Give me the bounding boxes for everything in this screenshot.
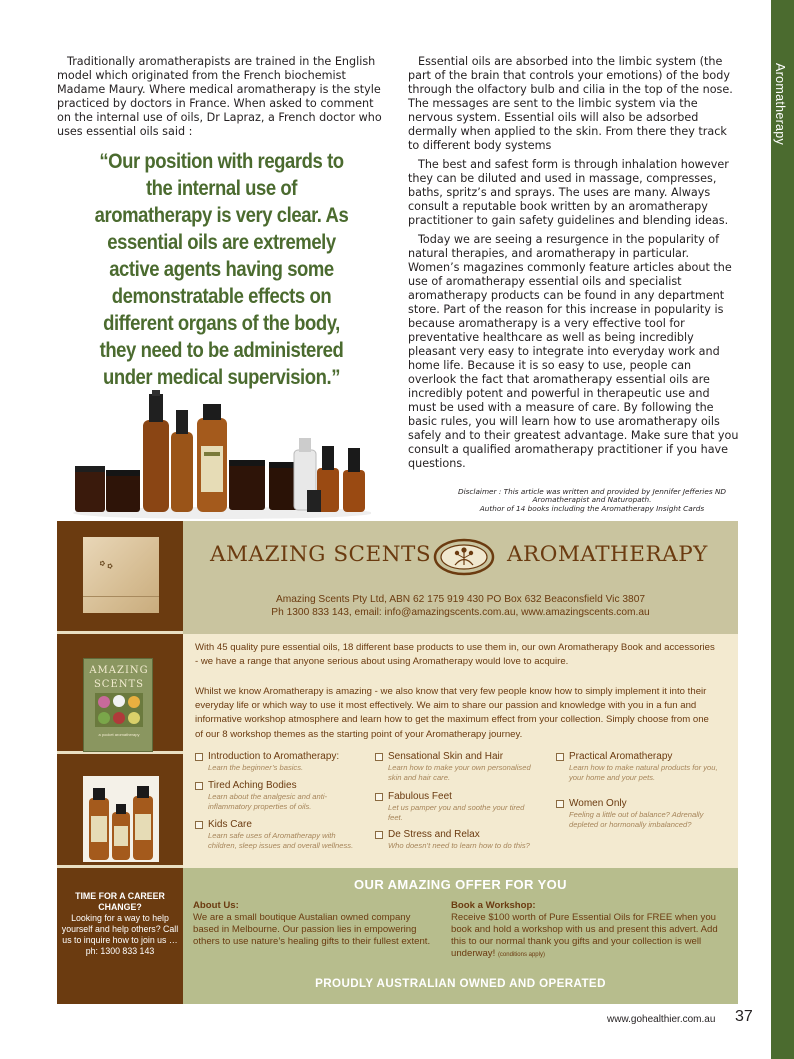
page-number: 37 — [735, 1008, 753, 1025]
book-text-block — [451, 912, 723, 961]
book-cover-title: SCENTS — [93, 679, 145, 690]
proudly-australian-banner: PROUDLY AUSTRALIAN OWNED AND OPERATED — [315, 977, 606, 990]
book-workshop — [451, 900, 723, 961]
advertisement — [57, 521, 738, 1004]
disclaimer-line: Aromatherapist and Naturopath. — [532, 495, 652, 505]
workshop-title: De Stress and Relax — [388, 829, 480, 840]
disclaimer-line: Disclaimer : This article was written and provided by Jennifer Jefferies ND — [457, 487, 727, 496]
career-phone: ph: 1300 833 143 — [85, 946, 155, 956]
workshop-title: Kids Care — [208, 819, 252, 830]
checkbox-icon — [556, 800, 564, 808]
intro-paragraph: With 45 quality pure essential oils, 18 different base products to use them in, our own Aromatherapy Book and accessories - we have a range that anyone serious about using Aromatherapy would love to acquire. — [195, 642, 715, 668]
book-text: Receive $100 worth of Pure Essential Oils for FREE when you book and hold a workshop with us and present this advert. Add this to our normal thank you gifts and your collection is well underway! — [451, 912, 718, 959]
workshop-description: Learn how to make your own personalised skin and hair care. — [388, 763, 531, 782]
pull-quote: “Our position with regards to the internal use of aromatherapy is very clear. As essential oils are extremely active agents having some demonstratable effects on different organs of the body, they need to be administered under medical supervision.” — [94, 149, 349, 389]
contact-phone-email[interactable]: Ph 1300 833 143, email: info@amazingscents.com.au, www.amazingscents.com.au — [271, 607, 650, 618]
career-title: TIME FOR A CAREER CHANGE? — [75, 891, 165, 912]
checkbox-icon — [375, 831, 383, 839]
career-box — [61, 891, 179, 957]
ad-footer-band — [183, 998, 738, 1004]
disclaimer — [424, 488, 760, 513]
product-photo — [73, 390, 371, 519]
article-paragraph: Essential oils are absorbed into the limbic system (the part of the brain that controls your emotions) of the body through the olfactory bulb and cilia in the top of the nose. The messages are sent to the limbic system via the nervous system. Essential oils will also be adsorbed dermally when applied to the skin. From there they track to different body systems — [408, 55, 733, 152]
ad-header — [183, 521, 738, 634]
offer-title: OUR AMAZING OFFER FOR YOU — [354, 877, 567, 892]
workshop-description: Learn the beginner’s basics. — [208, 763, 304, 772]
workshop-title: Fabulous Feet — [388, 791, 452, 802]
workshop-description: Who doesn’t need to learn how to do this? — [388, 841, 530, 850]
book-cover-subtitle: a pocket aromatherapy — [98, 732, 140, 737]
gift-box-lid — [83, 537, 159, 597]
section-tab-bar — [771, 0, 794, 1059]
checkbox-icon — [195, 753, 203, 761]
brand-name: AMAZING SCENTS — [210, 542, 432, 567]
workshop-title: Practical Aromatherapy — [569, 751, 673, 762]
checkbox-icon — [556, 753, 564, 761]
gift-box-image — [83, 537, 159, 613]
ad-workshops-panel — [183, 634, 738, 868]
gift-box-brand: ✿ ✿ — [98, 558, 114, 572]
workshop-description: Learn safe uses of Aromatherapy with children, sleep issues and overall wellness. — [208, 831, 354, 850]
article-paragraph: Today we are seeing a resurgence in the popularity of natural therapies, and aromatherapy in particular. Women’s magazines commonly feature articles about the use of aromatherapy essential oils and specialist aromatherapy products can be found in any department store. Part of the reason for this increase in popularity is because aromatherapy is a very effective tool for preventative healthcare as well as being incredibly pleasant very easy to integrate into everyday work and home life. Because it is so easy to use, people can overlook the fact that aromatherapy essential oils are incredibly potent and powerful in therapeutic use and must be used with a measure of care. By following the basic rules, you will learn how to use aromatherapy oils safely and to their greatest advantage. Make sure that you consult a qualified aromatherapy practitioner if you have questions. — [408, 233, 739, 470]
workshop-title: Women Only — [569, 798, 627, 809]
ad-left-strip — [57, 521, 183, 1004]
workshop-description: Let us pamper you and soothe your tired feet. — [388, 803, 525, 822]
section-tab — [764, 63, 794, 153]
bottles-image — [83, 776, 159, 862]
article-right-column — [408, 55, 740, 476]
ad-divider — [57, 631, 183, 634]
flowers-image — [95, 693, 143, 727]
about-heading: About Us: — [193, 900, 239, 911]
checkbox-icon — [195, 782, 203, 790]
website-url[interactable]: www.gohealthier.com.au — [607, 1014, 716, 1025]
about-us — [193, 900, 438, 948]
checkbox-icon — [375, 753, 383, 761]
workshop-title: Introduction to Aromatherapy: — [208, 751, 340, 762]
section-tab-label: Aromatherapy — [773, 63, 787, 146]
ad-divider — [57, 865, 183, 868]
article-paragraph: Traditionally aromatherapists are trained in the English model which originated from the French biochemist Madame Maury. Where medical aromatherapy is the style practiced by doctors in France. When asked to comment on the internal use of oils, Dr Lapraz, a French doctor who uses essential oils said : — [57, 55, 382, 138]
book-cover-title: AMAZING — [89, 665, 149, 676]
career-text: Looking for a way to help yourself and help others? Call us to inquire how to join us … — [61, 913, 179, 945]
checkbox-icon — [195, 821, 203, 829]
book-heading: Book a Workshop: — [451, 900, 536, 911]
conditions-note: (conditions apply) — [497, 952, 545, 958]
checkbox-icon — [375, 793, 383, 801]
workshop-description: Learn about the analgesic and anti-inflammatory properties of oils. — [208, 792, 328, 811]
flower-logo-icon — [433, 538, 495, 576]
workshop-title: Tired Aching Bodies — [208, 780, 297, 791]
about-text: We are a small boutique Austalian owned company based in Melbourne. Our passion lies in empowering others to use nature’s healing gifts to their fullest extent. — [193, 912, 431, 947]
contact-address: Amazing Scents Pty Ltd, ABN 62 175 919 430 PO Box 632 Beaconsfield Vic 3807 — [275, 594, 646, 605]
brand-tagline: AROMATHERAPY — [507, 542, 708, 567]
article-left-column — [57, 55, 384, 144]
workshop-description: Feeling a little out of balance? Adrenally depleted or hormonally imbalanced? — [569, 810, 704, 829]
article-paragraph: The best and safest form is through inhalation however they can be diluted and used in massage, compresses, baths, spritz’s and sprays. The uses are many. Always consult a reputable book written by an aromatherapy practitioner to gain safety guidelines and blending ideas. — [408, 158, 729, 227]
workshop-title: Sensational Skin and Hair — [388, 751, 504, 762]
intro-paragraph: Whilst we know Aromatherapy is amazing - we also know that very few people know how to simply implement it into their everyday life or which way to use it most effectively. We aim to share our passion and knowledge with you in a fun and informative workshop atmosphere and learn how to get the maximum effect from your collection. Simply choose from one of our 8 workshop themes as the starting point of your Aromatherapy journey. — [195, 686, 709, 740]
book-cover-image — [83, 658, 153, 752]
workshop-description: Learn how to make natural products for you, your home and your pets. — [569, 763, 718, 782]
ad-offer-panel — [183, 868, 738, 998]
disclaimer-line: Author of 14 books including the Aromatherapy Insight Cards — [479, 503, 705, 513]
